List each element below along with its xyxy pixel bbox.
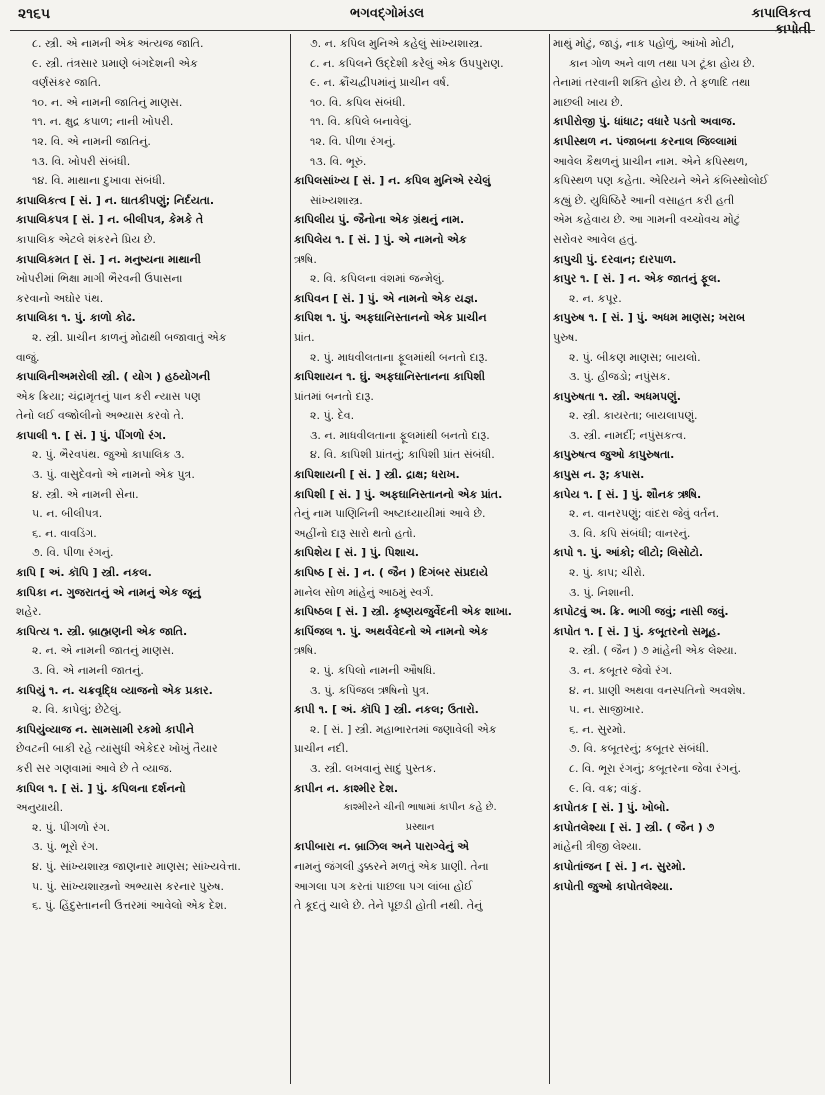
entry-text-line: પ્રાંતમાં બનતો દારૂ. [294,389,374,403]
entry-text-line: ૯. ન. ક્રૌંચદ્વીપમાંનું પ્રાચીન વર્ષ. [310,76,450,90]
entry-text-line: પુરુષ. [553,330,578,344]
entry-text-line: ૪. વિ. કાપિશી પ્રાંતનું; કાપિશી પ્રાંત સંબંધી. [310,448,495,462]
entry-text-line: આગલા પગ કરતાં પાછલા પગ લાંબા હોઈ [294,879,473,893]
page-number: ૨૧૬૫ [18,6,51,22]
entry-text-line: ૨. વિ. કપિલના વંશમાં જન્મેલું. [310,272,445,286]
entry-headword-line: કાપાલિકપત્ર [ સં. ] ન. બીલીપત્ર, કેમકે તે [16,213,204,227]
entry-text-line: ૧૨. વિ. એ નામની જાતિનું. [32,134,151,148]
entry-text-line: માછલી ખાય છે. [553,95,624,109]
entry-text-line: ૩. પું. ભૂરો રંગ. [32,840,99,854]
entry-headword-line: કાપિવન [ સં. ] પું. એ નામનો એક યજ્ઞ. [294,291,479,305]
entry-text-line: એક ક્રિયા; ચંદ્રામૃતનું પાન કરી ન્યાસ પણ [16,389,201,403]
entry-text-line: ૮. ન. કપિલને ઉદ્દેશી કરેલું એક ઉપપુરાણ. [310,56,504,70]
guide-word-top: કાપાલિકત્વ [751,6,811,21]
entry-text-line: તેનો લઈ વજ્રોલીનો અભ્યાસ કરવો તે. [16,409,185,423]
entry-text-line: પ્રાંત. [294,330,315,344]
guide-word-bottom: કાપોતી [774,22,811,37]
entry-headword-line: કાપોતી જુઓ કાપોતલેશ્યા. [553,879,674,893]
entry-headword-line: કાપિયુંવ્યાજ ન. સામસામી રકમો કાપીને [16,722,194,736]
entry-headword-line: કાપિત્ય ૧. સ્ત્રી. બ્રાહ્મણની એક જાતિ. [16,624,188,638]
entry-headword-line: કાપિષ્ઠલ [ સં. ] સ્ત્રી. કૃષ્ણયજુર્વેદની એક શાખા. [294,605,512,619]
entry-text-line: ૩. વિ. કપિ સંબંધી; વાનરનું. [569,526,691,540]
entry-text-line: કહ્યું છે. યુધિષ્ઠિરે આની વસાહત કરી હતી [553,193,735,207]
entry-text-line: ૩. સ્ત્રી. નામર્દી; નપુંસકત્વ. [569,428,687,442]
entry-text-line: ૭. વિ. કબૂતરનું; કબૂતર સંબંધી. [569,742,710,756]
entry-headword-line: કાપીરોજી પું. ધાંધાટ; વધારે પડતો અવાજ. [553,115,736,129]
entry-text-line: કપિસ્થળ પણ કહેતા. એરિયને એને કંબિસ્થોલોઈ [553,174,769,188]
entry-headword-line: કાપિશી [ સં. ] પું. અફઘાનિસ્તાનનો એક પ્રાંત. [294,487,503,501]
entry-headword-line: કાપાલિકા ૧. પું. કાળો કોઢ. [16,311,136,325]
entry-text-line: ૩. પું. કપિંજલ ઋષિનો પુત્ર. [310,683,430,697]
entry-headword-line: કાપિલ ૧. [ સં. ] પું. કપિલના દર્શનનો [16,781,186,795]
entry-headword-line: કાપાલિકત્વ [ સં. ] ન. ઘાતકીપણું; નિર્દયતા. [16,193,215,207]
entry-headword-line: કાપોટવું અ. ક્રિ. ભાગી જવું; નાસી જવું. [553,605,729,619]
entry-text-line: ૨. પું. માધવીલતાના ફૂલમાંથી બનતો દારૂ. [310,350,488,364]
entry-text-line: ૮. વિ. ભૂરા રંગનું; કબૂતરના જેવા રંગનું. [569,761,741,775]
entry-text-line: ૩. સ્ત્રી. લખવાનું સાદું પુસ્તક. [310,761,437,775]
entry-text-line: ૨. પું. પીંગળો રંગ. [32,820,110,834]
entry-headword-line: કાપિલીય પું. જૈનોના એક ગ્રંથનું નામ. [294,213,465,227]
entry-text-line: તેનું નામ પાણિનિની અષ્ટાધ્યાયીમાં આવે છે. [294,507,486,521]
entry-headword-line: કાપિયું ૧. ન. ચક્રવૃદ્ધિ વ્યાજનો એક પ્રકાર. [16,683,213,697]
entry-text-line: ૨. સ્ત્રી. પ્રાચીન કાળનું મોઢાથી બજાવાતું એક [32,330,227,344]
entry-text-line: એમ કહેવાય છે. આ ગામની વચ્ચોવચ મોટું [553,213,741,227]
entry-text-line: પ્રાચીન નદી. [294,742,349,756]
entry-text-line: ૧૨. વિ. પીળા રંગનું. [310,134,396,148]
entry-headword-line: કાપુરુષ ૧. [ સં. ] પું. અધમ માણસ; ખરાબ [553,311,746,325]
entry-text-line: ૧૪. વિ. માથાના દુખાવા સંબંધી. [32,174,166,188]
entry-headword-line: કાપિ [ અં. કૉપિ ] સ્ત્રી. નકલ. [16,566,152,580]
entry-headword-line: કાપોતક [ સં. ] પું. ખોબો. [553,801,670,815]
entry-headword-line: કાપિષ્ઠ [ સં. ] ન. ( જૈન ) દિગંબર સંપ્રદાયે [294,566,488,580]
entry-text-line: ૮. સ્ત્રી. એ નામની એક અંત્યજ જાતિ. [32,37,204,50]
entry-headword-line: કાપિલસાંખ્ય [ સં. ] ન. કપિલ મુનિએ રચેલું [294,174,491,188]
column-divider [290,34,291,1084]
entry-headword-line: કાપોતાંજન [ સં. ] ન. સુરમો. [553,859,686,873]
entry-text-line: કરી સર ગણવામાં આવે છે તે વ્યાજ. [16,761,173,775]
entry-text-line: તે કૂદતું ચાલે છે. તેને પૂછડી હોતી નથી. તેનું [294,899,483,913]
entry-headword-line: કાપી ૧. [ અં. કૉપિ ] સ્ત્રી. નકલ; ઉતારો. [294,703,479,717]
entry-text-line: અહીંનો દારૂ સારો થતો હતો. [294,526,417,540]
entry-headword-line: કાપુસ ન. રૂ; કપાસ. [553,468,645,482]
entry-text-line: ૨. પું. ભૈરવપંથ. જુઓ કાપાલિક ૩. [32,448,185,462]
entry-headword-line: કાપુચી પું. દરવાન; દારપાળ. [553,252,677,266]
entry-text-line: ૧૧. વિ. કપિલે બનાવેલું. [310,115,412,129]
entry-text-line: ૨. પું. બીકણ માણસ; બાયલો. [569,350,701,364]
entry-text-line: નામનું જંગલી ડુક્કરને મળતું એક પ્રાણી. તેના [294,859,489,873]
column-1 [16,34,288,1084]
entry-text-line: ૩. પું. હીજડો; નપુંસક. [569,370,671,384]
entry-text-line: છેવટની બાકી રહે ત્યાંસુધી એકેદર ખોખું તૈયાર [16,742,218,756]
entry-text-line: કરવાનો અઘોર પંથ. [16,291,104,305]
entry-headword-line: કાપો ૧. પું. આંકો; લીટો; લિસોટો. [553,546,704,560]
entry-text-line: ૪. પું. સાંખ્યશાસ્ત્ર જાણનાર માણસ; સાંખ્યવેત્તા. [32,859,241,873]
entry-headword-line: કાપુરુષતા ૧. સ્ત્રી. અધમપણું. [553,389,681,403]
entry-headword-line: કાપાલી ૧. [ સં. ] પું. પીંગળો રંગ. [16,428,167,442]
entry-text-line: અનુયાયી. [16,801,64,815]
entry-headword-line: કાપુરુષત્વ જુઓ કાપુરુષતા. [553,448,675,462]
entry-text-line: ૨. ન. એ નામની જાતનું માણસ. [32,644,175,658]
entry-headword-line: કાપેય ૧. [ સં. ] પું. શૌનક ઋષિ. [553,487,702,501]
entry-text-line: ૪. સ્ત્રી. એ નામની સેના. [32,487,139,501]
entry-text-line: કાશ્મીરને ચીની ભાષામાં કાપીન કહે છે. [343,802,497,814]
entry-headword-line: કાપિશાયની [ સં. ] સ્ત્રી. દ્રાક્ષ; ધરાખ. [294,468,460,482]
entry-text-line: ૨. પું. કપિલો નામની ઔષધિ. [310,664,436,677]
entry-text-line: સાંખ્યશાસ્ત્ર. [310,193,363,207]
entry-headword-line: કાપુર ૧. [ સં. ] ન. એક જાતનું ફૂલ. [553,272,721,286]
entry-text-line: ૨. પું. દેવ. [310,409,355,423]
entry-text-line: વર્ણસંકર જાતિ. [32,76,102,90]
entry-text-line: ૩. પું. વાસુદેવનો એ નામનો એક પુત્ર. [32,468,195,482]
entry-text-line: કાપાલિક એટલે શંકરને પ્રિય છે. [16,232,156,246]
entry-text-line: પ્રસ્થાન [405,821,435,833]
entry-text-line: કાન ગોળ અને વાળ તથા પગ ટૂંકા હોય છે. [569,56,755,70]
column-divider [549,34,550,1084]
entry-text-line: વાજું. [16,350,40,364]
page-title: ભગવદ્ગોમંડલ [350,6,425,21]
entry-text-line: ૬. ન. સુરમો. [569,722,626,736]
entry-text-line: ૨. સ્ત્રી. કાયરતા; બાયલાપણું. [569,409,698,423]
entry-text-line: ઋષિ. [294,644,317,658]
entry-text-line: ૨. ન. કપૂર. [569,291,622,305]
entry-text-line: તેનામાં તરવાની શક્તિ હોય છે. તે ફળાદિ તથા [553,76,751,90]
entry-text-line: ૧૩. વિ. ભૂરું. [310,154,367,168]
entry-text-line: ૩. ન. કબૂતર જેવો રંગ. [569,664,673,677]
entry-text-line: શહેર. [16,605,42,619]
entry-text-line: ૧૦. ન. એ નામની જાતિનું માણસ. [32,95,183,109]
entry-text-line: ૯. વિ. વક્ર; વાંકું. [569,781,642,795]
entry-headword-line: કાપાલિનીઅમરોલી સ્ત્રી. ( યોગ ) હઠયોગની [16,370,211,384]
entry-text-line: ૩. ન. માધવીલતાના ફૂલમાંથી બનતો દારૂ. [310,428,490,442]
entry-text-line: ૨. પું. કાપ; ચીરો. [569,566,646,580]
entry-text-line: ૭. ન. કપિલ મુનિએ કહેલું સાંખ્યશાસ્ત્ર. [310,37,483,50]
entry-text-line: ૧૦. વિ. કપિલ સંબંધી. [310,95,406,109]
entry-headword-line: કાપિકા ન. ગુજરાતનું એ નામનું એક જૂનું [16,585,201,599]
entry-text-line: ૨. વિ. કાપેલું; છેટેલું. [32,703,122,717]
entry-headword-line: કાપિશેય [ સં. ] પું. પિશાચ. [294,546,419,560]
entry-text-line: ૪. ન. પ્રાણી અથવા વનસ્પતિનો અવશેષ. [569,683,746,697]
entry-headword-line: કાપોત ૧. [ સં. ] પું. કબૂતરનો સમૂહ. [553,624,721,638]
entry-text-line: ખોપરીમાં ભિક્ષા માગી ભૈરવની ઉપાસના [16,272,183,286]
entry-text-line: ૬. ન. વાવડિંગ. [32,526,97,540]
entry-headword-line: કાપિશાયન ૧. ઘું. અફઘાનિસ્તાનના કાપિશી [294,370,485,384]
entry-headword-line: કાપાલિકમત [ સં. ] ન. મનુષ્યના માથાની [16,252,201,266]
entry-headword-line: કાપિંજલ ૧. પું. અથર્વવેદનો એ નામનો એક [294,624,489,638]
entry-text-line: ૫. પું. સાંખ્યશાસ્ત્રનો અભ્યાસ કરનાર પુરુષ. [32,879,224,893]
entry-text-line: ૩. પું. નિશાની. [569,585,635,599]
column-3 [553,34,815,1084]
entry-text-line: માંહેની ત્રીજી લેશ્યા. [553,840,642,854]
entry-text-line: ૫. ન. બીલીપત્ર. [32,507,103,521]
entry-headword-line: કાપીન ન. કાશ્મીર દેશ. [294,781,399,795]
entry-text-line: ૯. સ્ત્રી. તંત્રસાર પ્રમાણે બંગદેશની એક [32,56,198,70]
entry-text-line: આવેલ કૈથળનું પ્રાચીન નામ. એને કપિસ્થળ, [553,154,748,168]
entry-text-line: ૩. વિ. એ નામની જાતનું. [32,664,144,677]
entry-text-line: ૧૩. વિ. ખોપરી સંબંધી. [32,154,131,168]
entry-text-line: માથું મોટું, જાડું, નાક પહોળું, આંખો મોટી, [553,37,735,50]
entry-headword-line: કાપોતલેશ્યા [ સં. ] સ્ત્રી. ( જૈન ) ૭ [553,820,715,834]
entry-text-line: ૧૧. ન. ક્ષુદ્ર કપાળ; નાની ખોપરી. [32,115,174,129]
header-divider [10,30,815,31]
column-2 [294,34,546,1084]
entry-text-line: સરોવર આવેલ હતું. [553,232,638,246]
entry-text-line: ૨. [ સં. ] સ્ત્રી. મહાભારતમાં જણાવેલી એક [310,722,497,736]
entry-text-line: ૭. વિ. પીળા રંગનું. [32,546,114,560]
entry-headword-line: કાપીબારા ન. બ્રાઝિલ અને પારાગ્વેનું એ [294,840,469,854]
entry-text-line: ૬. પું. હિંદુસ્તાનની ઉત્તરમાં આવેલો એક દેશ. [32,899,227,913]
entry-headword-line: કાપીસ્થળ ન. પંજાબના કરનાલ જિલ્લામાં [553,134,738,148]
entry-text-line: માનેલ સોળ માંહેનું આઠમું સ્વર્ગ. [294,585,434,599]
entry-text-line: ૨. ન. વાનરપણું; વાંદરા જેવું વર્તન. [569,507,720,521]
entry-headword-line: કાપિશ ૧. પું. અફઘાનિસ્તાનનો એક પ્રાચીન [294,311,487,325]
entry-text-line: ઋષિ. [294,252,317,266]
entry-headword-line: કાપિલેય ૧. [ સં. ] પું. એ નામનો એક [294,232,467,246]
entry-text-line: ૫. ન. સાજીખાર. [569,703,644,717]
entry-text-line: ૨. સ્ત્રી. ( જૈન ) ૭ માંહેની એક લેશ્યા. [569,644,738,658]
